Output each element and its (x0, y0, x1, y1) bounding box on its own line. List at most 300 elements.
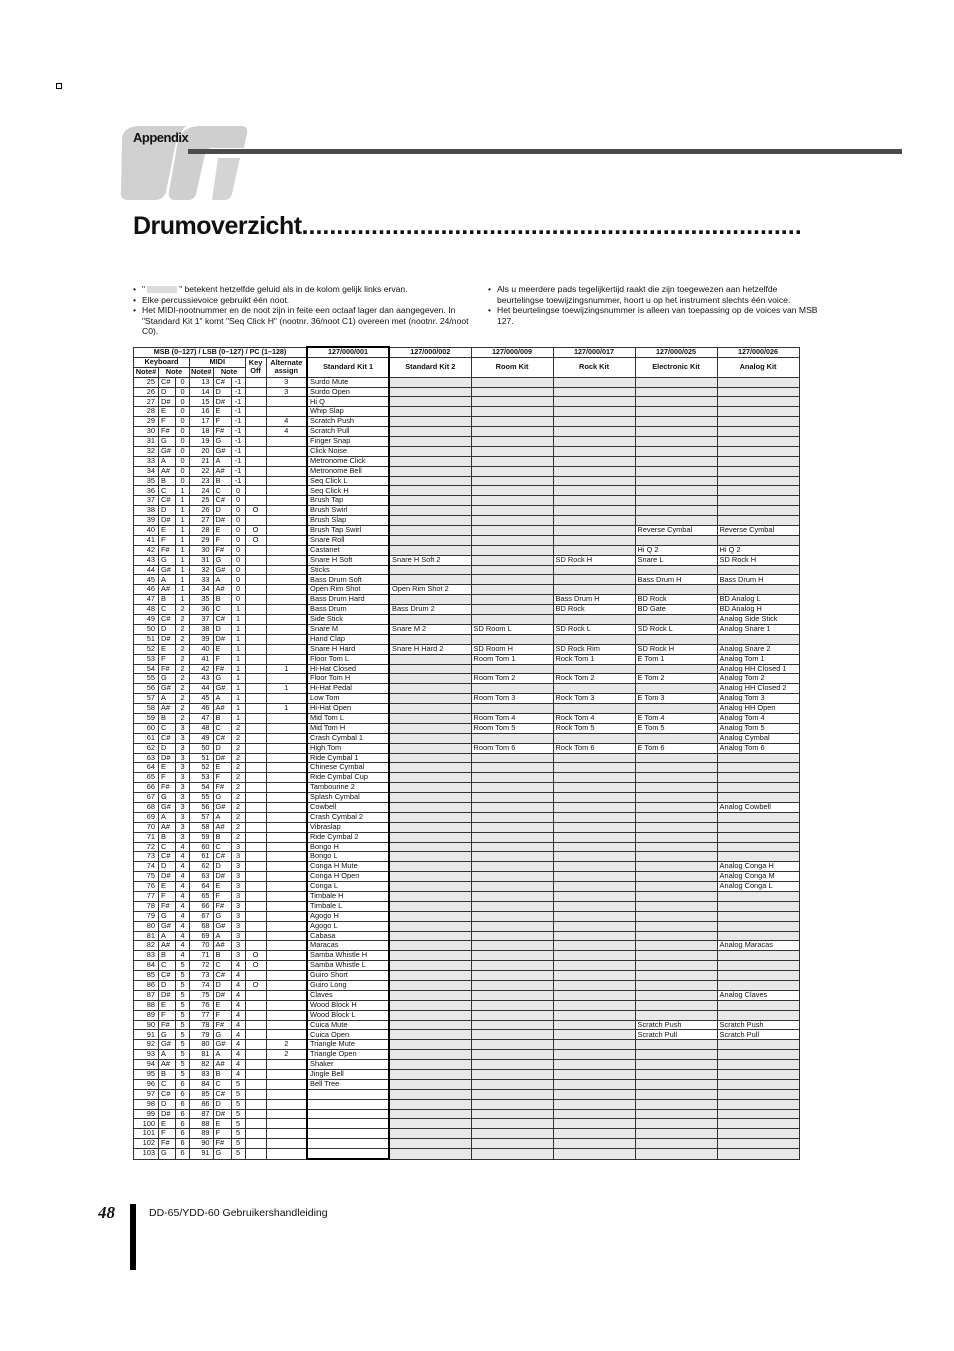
table-row (134, 1000, 800, 1010)
key-off-cell (245, 664, 266, 674)
note-name-cell: C (213, 961, 231, 971)
voice-cell (717, 1050, 799, 1060)
note-name-cell: F# (159, 1020, 176, 1030)
alternate-assign-cell (266, 565, 307, 575)
octave-cell: 1 (176, 516, 190, 526)
voice-cell: E Tom 1 (635, 654, 717, 664)
note-number-cell: 43 (190, 674, 214, 684)
note-number-cell: 49 (134, 615, 159, 625)
voice-cell (553, 862, 635, 872)
octave-cell: 3 (231, 891, 245, 901)
voice-cell (717, 377, 799, 387)
voice-cell (471, 832, 553, 842)
table-row (134, 397, 800, 407)
key-off-cell (245, 575, 266, 585)
octave-cell: -1 (231, 397, 245, 407)
voice-cell (635, 981, 717, 991)
alternate-assign-cell (266, 951, 307, 961)
octave-cell: -1 (231, 407, 245, 417)
voice-cell (471, 941, 553, 951)
octave-cell: 2 (231, 723, 245, 733)
table-row (134, 437, 800, 447)
note-name-cell: A (213, 575, 231, 585)
voice-cell (471, 1129, 553, 1139)
voice-cell: Analog HH Open (717, 704, 799, 714)
key-off-header: Key Off (245, 357, 266, 377)
voice-cell (553, 634, 635, 644)
voice-cell (389, 941, 471, 951)
octave-cell: 5 (176, 1030, 190, 1040)
note-name-cell: B (213, 476, 231, 486)
key-off-cell (245, 704, 266, 714)
octave-cell: -1 (231, 456, 245, 466)
voice-cell (717, 832, 799, 842)
note-number-cell: 90 (134, 1020, 159, 1030)
alternate-assign-cell: 1 (266, 704, 307, 714)
octave-cell: 6 (176, 1129, 190, 1139)
voice-cell: Click Noise (307, 446, 389, 456)
voice-cell (471, 526, 553, 536)
kit-number: 127/000/009 (471, 347, 553, 357)
alternate-assign-cell (266, 555, 307, 565)
voice-cell (471, 486, 553, 496)
voice-cell (717, 516, 799, 526)
table-row (134, 990, 800, 1000)
note-name-cell: D# (213, 634, 231, 644)
key-off-cell (245, 852, 266, 862)
key-off-cell (245, 1020, 266, 1030)
voice-cell: Scratch Pull (307, 427, 389, 437)
note-number-cell: 91 (134, 1030, 159, 1040)
title-leader: ........................................................................ (301, 212, 802, 240)
voice-cell: Analog Cowbell (717, 802, 799, 812)
kit-name: Standard Kit 2 (389, 357, 471, 377)
octave-cell: 1 (176, 585, 190, 595)
octave-cell: 0 (176, 407, 190, 417)
voice-cell (635, 377, 717, 387)
table-row (134, 1119, 800, 1129)
voice-cell (635, 832, 717, 842)
voice-cell (635, 437, 717, 447)
note-number-cell: 38 (190, 624, 214, 634)
table-row (134, 704, 800, 714)
voice-cell (553, 1119, 635, 1129)
note-name-cell: G# (159, 565, 176, 575)
voice-cell (553, 526, 635, 536)
note-number-cell: 79 (134, 911, 159, 921)
voice-cell (717, 437, 799, 447)
note-number-cell: 73 (190, 971, 214, 981)
octave-cell: 1 (176, 565, 190, 575)
table-row (134, 1129, 800, 1139)
table-row (134, 427, 800, 437)
voice-cell (553, 901, 635, 911)
note-name-cell: D (213, 981, 231, 991)
voice-cell (389, 872, 471, 882)
octave-cell: 1 (231, 605, 245, 615)
voice-cell (717, 1070, 799, 1080)
alternate-assign-cell (266, 990, 307, 1000)
note-name-cell: F# (213, 427, 231, 437)
alternate-assign-cell (266, 822, 307, 832)
note-name-cell: D# (159, 872, 176, 882)
note-name-cell: C (159, 605, 176, 615)
note-name-cell: C (213, 486, 231, 496)
voice-cell (635, 496, 717, 506)
alternate-assign-cell (266, 773, 307, 783)
voice-cell: E Tom 6 (635, 743, 717, 753)
octave-cell: 1 (231, 664, 245, 674)
octave-cell: 4 (176, 911, 190, 921)
voice-cell: Surdo Mute (307, 377, 389, 387)
voice-cell (471, 951, 553, 961)
voice-cell: Analog Snare 2 (717, 644, 799, 654)
voice-cell: Bongo H (307, 842, 389, 852)
voice-cell: Bass Drum (307, 605, 389, 615)
note-name-cell: C (213, 1079, 231, 1089)
voice-cell (717, 822, 799, 832)
voice-cell (389, 723, 471, 733)
voice-cell: Bass Drum H (553, 595, 635, 605)
table-row (134, 941, 800, 951)
voice-cell (635, 1000, 717, 1010)
octave-cell: 0 (231, 496, 245, 506)
voice-cell (717, 1040, 799, 1050)
note-name-cell: E (159, 526, 176, 536)
octave-cell: 0 (176, 456, 190, 466)
octave-cell: 4 (176, 951, 190, 961)
table-row (134, 595, 800, 605)
octave-cell: 2 (231, 822, 245, 832)
octave-cell: 0 (176, 417, 190, 427)
note-number-cell: 36 (190, 605, 214, 615)
note-name-cell: A# (213, 704, 231, 714)
octave-cell: 0 (176, 476, 190, 486)
octave-cell: 2 (231, 802, 245, 812)
voice-cell (717, 427, 799, 437)
voice-cell (471, 1060, 553, 1070)
voice-cell (553, 1099, 635, 1109)
note-number-cell: 62 (190, 862, 214, 872)
octave-cell: 4 (231, 971, 245, 981)
note-number-cell: 21 (190, 456, 214, 466)
key-off-cell (245, 882, 266, 892)
voice-cell: Conga H Open (307, 872, 389, 882)
note-number-cell: 31 (190, 555, 214, 565)
note-number-cell: 61 (134, 733, 159, 743)
note-name-cell: G (213, 1030, 231, 1040)
voice-cell (553, 783, 635, 793)
voice-cell (389, 1020, 471, 1030)
voice-cell (717, 1089, 799, 1099)
note-number-cell: 27 (134, 397, 159, 407)
voice-cell: Analog Conga M (717, 872, 799, 882)
note-number-cell: 32 (190, 565, 214, 575)
note-name-cell: C# (213, 496, 231, 506)
note-name-cell: G (213, 1149, 231, 1159)
voice-cell (553, 446, 635, 456)
octave-cell: 1 (231, 624, 245, 634)
note-number-cell: 44 (190, 684, 214, 694)
note-name-cell: B (159, 713, 176, 723)
note-number-cell: 30 (190, 545, 214, 555)
alternate-assign-cell: 1 (266, 684, 307, 694)
octave-cell: 3 (231, 852, 245, 862)
note-number-cell: 63 (190, 872, 214, 882)
drum-map-table (133, 346, 800, 1160)
voice-cell (635, 565, 717, 575)
note-name-cell: A (159, 812, 176, 822)
voice-cell: Agogo L (307, 921, 389, 931)
voice-cell: High Tom (307, 743, 389, 753)
note-number-cell: 48 (134, 605, 159, 615)
voice-cell (717, 911, 799, 921)
alternate-assign-cell (266, 644, 307, 654)
key-off-cell (245, 1149, 266, 1159)
key-off-cell (245, 713, 266, 723)
note-number-cell: 39 (134, 516, 159, 526)
voice-cell (635, 427, 717, 437)
alternate-assign-cell (266, 456, 307, 466)
key-off-cell (245, 862, 266, 872)
note-item: • " " betekent hetzelfde geluid als in de kolom gelijk links ervan. (133, 284, 473, 295)
voice-cell: Metronome Click (307, 456, 389, 466)
octave-cell: 1 (176, 575, 190, 585)
voice-cell (389, 981, 471, 991)
note-name-cell: C (213, 842, 231, 852)
key-off-cell (245, 971, 266, 981)
table-row (134, 852, 800, 862)
voice-cell (717, 634, 799, 644)
voice-cell (553, 1149, 635, 1159)
voice-cell: Analog Tom 2 (717, 674, 799, 684)
octave-cell: 5 (176, 990, 190, 1000)
voice-cell (471, 1000, 553, 1010)
voice-cell (635, 407, 717, 417)
voice-cell (553, 852, 635, 862)
note-name-cell: G (159, 911, 176, 921)
voice-cell (307, 1089, 389, 1099)
voice-cell (389, 456, 471, 466)
voice-cell (717, 812, 799, 822)
voice-cell: Wood Block H (307, 1000, 389, 1010)
note-name-cell: F (159, 417, 176, 427)
note-name-cell: E (213, 644, 231, 654)
voice-cell: Chinese Cymbal (307, 763, 389, 773)
voice-cell: Analog Conga L (717, 882, 799, 892)
notes-left (133, 284, 473, 337)
note-name-cell: A (159, 1050, 176, 1060)
alternate-assign-cell (266, 891, 307, 901)
octave-cell: 1 (231, 704, 245, 714)
alternate-assign-cell (266, 476, 307, 486)
note-name-cell: A# (213, 466, 231, 476)
voice-cell (471, 1099, 553, 1109)
notes-right (488, 284, 823, 326)
table-row (134, 981, 800, 991)
note-number-cell: 39 (190, 634, 214, 644)
voice-cell (553, 971, 635, 981)
alternate-assign-cell (266, 1149, 307, 1159)
key-off-cell: O (245, 526, 266, 536)
note-number-cell: 90 (190, 1139, 214, 1149)
table-row (134, 506, 800, 516)
key-off-cell (245, 1000, 266, 1010)
note-number-cell: 40 (134, 526, 159, 536)
voice-cell: SD Rock Rim (553, 644, 635, 654)
voice-cell (389, 822, 471, 832)
table-row (134, 1109, 800, 1119)
table-row (134, 1050, 800, 1060)
note-name-cell: D (213, 862, 231, 872)
table-row (134, 971, 800, 981)
octave-cell: 5 (231, 1109, 245, 1119)
note-number-cell: 24 (190, 486, 214, 496)
note-name-cell: C# (159, 496, 176, 506)
title-text: Drumoverzicht (133, 212, 302, 240)
table-row (134, 535, 800, 545)
note-number-cell: 78 (134, 901, 159, 911)
table-row (134, 654, 800, 664)
voice-cell: SD Room L (471, 624, 553, 634)
voice-cell (389, 852, 471, 862)
octave-cell: 1 (176, 535, 190, 545)
note-name-cell: F (159, 654, 176, 664)
alternate-assign-cell (266, 931, 307, 941)
octave-cell: 5 (176, 971, 190, 981)
note-name-cell: G (213, 793, 231, 803)
note-number-cell: 76 (134, 882, 159, 892)
octave-cell: 3 (176, 783, 190, 793)
voice-cell: Hi-Hat Closed (307, 664, 389, 674)
note-name-cell: F (213, 654, 231, 664)
voice-cell: Rock Tom 5 (553, 723, 635, 733)
voice-cell: Guiro Short (307, 971, 389, 981)
note-number-cell: 31 (134, 437, 159, 447)
voice-cell (389, 713, 471, 723)
voice-cell: Room Tom 1 (471, 654, 553, 664)
voice-cell: Scratch Push (717, 1020, 799, 1030)
voice-cell (717, 1099, 799, 1109)
voice-cell (471, 1109, 553, 1119)
voice-cell (553, 427, 635, 437)
octave-cell: 1 (176, 545, 190, 555)
table-row (134, 496, 800, 506)
note-number-header: Note# (134, 367, 159, 377)
octave-cell: 1 (231, 713, 245, 723)
shaded-swatch (147, 286, 177, 293)
voice-cell (389, 397, 471, 407)
note-name-cell: F (213, 773, 231, 783)
note-name-cell: C# (213, 733, 231, 743)
voice-cell: Sticks (307, 565, 389, 575)
note-name-cell: D (159, 387, 176, 397)
key-off-cell (245, 911, 266, 921)
note-number-cell: 103 (134, 1149, 159, 1159)
voice-cell (471, 387, 553, 397)
voice-cell: Analog Cymbal (717, 733, 799, 743)
voice-cell (635, 931, 717, 941)
note-number-cell: 18 (190, 427, 214, 437)
note-number-cell: 65 (134, 773, 159, 783)
voice-cell (635, 1089, 717, 1099)
table-row (134, 526, 800, 536)
voice-cell (635, 891, 717, 901)
voice-cell (471, 565, 553, 575)
voice-cell (553, 961, 635, 971)
note-number-cell: 60 (190, 842, 214, 852)
voice-cell (553, 763, 635, 773)
voice-cell (553, 476, 635, 486)
note-name-cell: G# (213, 565, 231, 575)
voice-cell: Hand Clap (307, 634, 389, 644)
drum-table-body (134, 377, 800, 1159)
voice-cell: Analog Tom 5 (717, 723, 799, 733)
voice-cell (553, 1000, 635, 1010)
voice-cell (635, 763, 717, 773)
alternate-assign-cell: 2 (266, 1040, 307, 1050)
octave-cell: 6 (176, 1149, 190, 1159)
note-name-cell: G# (213, 446, 231, 456)
voice-cell: Open Rim Shot (307, 585, 389, 595)
voice-cell: Samba Whistle L (307, 961, 389, 971)
voice-cell (553, 1079, 635, 1089)
voice-cell (471, 1040, 553, 1050)
note-number-cell: 23 (190, 476, 214, 486)
octave-cell: 4 (231, 1050, 245, 1060)
octave-cell: 2 (176, 615, 190, 625)
key-off-cell: O (245, 951, 266, 961)
voice-cell (471, 971, 553, 981)
alternate-assign-cell (266, 526, 307, 536)
voice-cell (307, 1099, 389, 1109)
note-number-cell: 74 (190, 981, 214, 991)
key-off-cell: O (245, 981, 266, 991)
voice-cell (471, 377, 553, 387)
voice-cell: Cuica Open (307, 1030, 389, 1040)
note-number-cell: 38 (134, 506, 159, 516)
voice-cell (553, 1030, 635, 1040)
note-name-cell: E (159, 644, 176, 654)
octave-cell: 3 (231, 911, 245, 921)
voice-cell (389, 743, 471, 753)
key-off-cell (245, 466, 266, 476)
table-row (134, 575, 800, 585)
octave-cell: 3 (231, 842, 245, 852)
octave-cell: 0 (176, 377, 190, 387)
midi-header: MIDI (190, 357, 246, 367)
table-row (134, 1099, 800, 1109)
alternate-assign-cell (266, 1079, 307, 1089)
note-number-cell: 20 (190, 446, 214, 456)
voice-cell: Open Rim Shot 2 (389, 585, 471, 595)
note-name-cell: A# (213, 1060, 231, 1070)
voice-cell: Metronome Bell (307, 466, 389, 476)
alternate-assign-cell (266, 981, 307, 991)
voice-cell: Brush Slap (307, 516, 389, 526)
octave-cell: 2 (176, 644, 190, 654)
alternate-assign-cell (266, 466, 307, 476)
voice-cell: Agogo H (307, 911, 389, 921)
note-name-cell: C (213, 723, 231, 733)
voice-cell (717, 901, 799, 911)
note-name-cell: A (159, 456, 176, 466)
octave-cell: 4 (176, 931, 190, 941)
voice-cell (717, 407, 799, 417)
table-row (134, 516, 800, 526)
alternate-assign-cell (266, 872, 307, 882)
note-name-cell: F (213, 891, 231, 901)
